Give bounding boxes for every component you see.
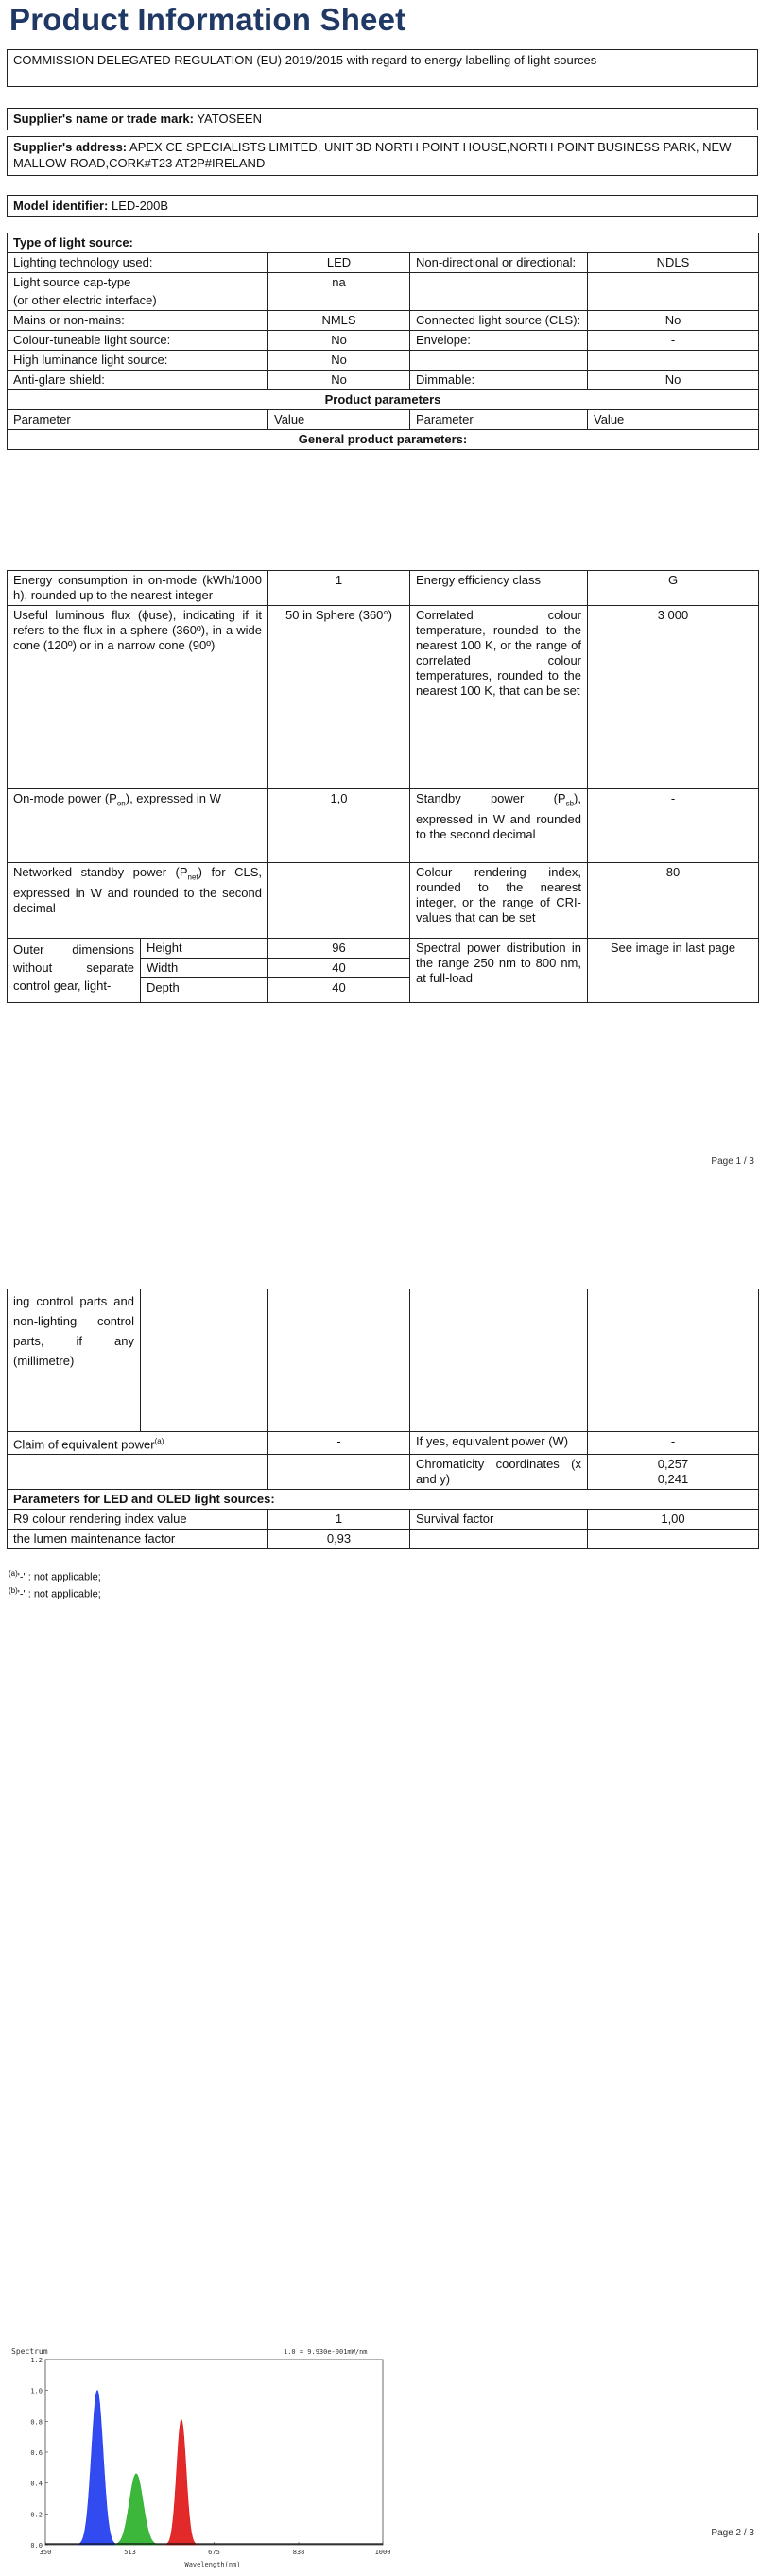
standby-power-label: Standby power $(P_{sb})$, expressed in W and rounded to the second decimal	[410, 789, 588, 863]
col-value-1: Value	[268, 410, 410, 430]
general-params-heading: General product parameters:	[8, 430, 759, 450]
cls-value: No	[588, 311, 759, 331]
empty-cell	[268, 1454, 410, 1489]
equivalent-power-claim-label: Claim of equivalent power$^{(a)}$	[8, 1431, 268, 1454]
empty-cell	[8, 1454, 268, 1489]
equivalent-power-claim-value: -	[268, 1431, 410, 1454]
directional-label: Non-directional or directional:	[410, 253, 588, 273]
cap-label-line-2: (or other electric interface)	[13, 293, 157, 307]
envelope-value: -	[588, 331, 759, 351]
cap-type-label	[8, 273, 268, 311]
y-tick-label: 0.8	[30, 2418, 43, 2427]
cct-value: 3 000	[588, 606, 759, 789]
tech-label: Lighting technology used:	[8, 253, 268, 273]
equivalent-power-value: -	[588, 1431, 759, 1454]
col-value-2: Value	[588, 410, 759, 430]
general-params-continued-table	[7, 1289, 759, 1549]
energy-class-label: Energy efficiency class	[410, 571, 588, 606]
survival-factor-label: Survival factor	[410, 1509, 588, 1529]
high-luminance-value: No	[268, 351, 410, 371]
page-2	[0, 1172, 756, 2549]
empty-cell	[141, 1289, 268, 1431]
light-type-heading: Type of light source:	[8, 233, 759, 253]
y-tick-label: 1.0	[30, 2387, 43, 2395]
chromaticity-value	[588, 1454, 759, 1489]
networked-standby-value: -	[268, 863, 410, 939]
x-tick-label: 513	[124, 2549, 136, 2556]
spectral-distribution-label: Spectral power distribution in the range 250 nm to 800 nm, at full-load	[410, 939, 588, 1003]
chromaticity-x: 0,257	[657, 1456, 689, 1471]
energy-consumption-value: 1	[268, 571, 410, 606]
empty-cell	[410, 1289, 588, 1431]
footnote-a: $^{(a)}$'-' : not applicable;	[9, 1569, 101, 1583]
height-label: Height	[141, 939, 268, 959]
directional-value: NDLS	[588, 253, 759, 273]
empty-cell	[588, 1289, 759, 1431]
cls-label: Connected light source (CLS):	[410, 311, 588, 331]
spectrum-chart-svg	[9, 2344, 391, 2571]
equivalent-power-label: If yes, equivalent power (W)	[410, 1431, 588, 1454]
lumen-maintenance-value: 0,93	[268, 1529, 410, 1548]
x-tick-label: 838	[292, 2549, 305, 2556]
anti-glare-label: Anti-glare shield:	[8, 371, 268, 390]
outer-dimensions-label: Outer dimensions without separate control gear, light-	[8, 939, 141, 1003]
empty-cell	[588, 1529, 759, 1548]
survival-factor-value: 1,00	[588, 1509, 759, 1529]
luminous-flux-value: 50 in Sphere (360°)	[268, 606, 410, 789]
cap-type-value: na	[268, 273, 410, 311]
envelope-label: Envelope:	[410, 331, 588, 351]
energy-consumption-label: Energy consumption in on-mode (kWh/1000 h), rounded up to the nearest integer	[8, 571, 268, 606]
col-parameter-1: Parameter	[8, 410, 268, 430]
y-tick-label: 0.6	[30, 2449, 43, 2457]
energy-class-value: G	[588, 571, 759, 606]
networked-standby-label: Networked standby power $(P_{net})$ for CLS, expressed in W and rounded to the second decimal	[8, 863, 268, 939]
col-parameter-2: Parameter	[410, 410, 588, 430]
anti-glare-value: No	[268, 371, 410, 390]
chart-legend: 1.0 = 9.930e-001mW/nm	[284, 2348, 368, 2356]
empty-cell	[410, 351, 588, 371]
high-luminance-label: High luminance light source:	[8, 351, 268, 371]
mains-label: Mains or non-mains:	[8, 311, 268, 331]
tuneable-label: Colour-tuneable light source:	[8, 331, 268, 351]
supplier-name-block	[7, 108, 758, 130]
y-tick-label: 0.0	[30, 2542, 43, 2550]
empty-cell	[268, 1289, 410, 1431]
spectral-distribution-value: See image in last page	[588, 939, 759, 1003]
x-tick-label: 675	[208, 2549, 220, 2556]
x-tick-label: 1000	[374, 2549, 391, 2556]
width-value: 40	[268, 959, 410, 978]
spectrum-chart	[9, 2344, 391, 2571]
standby-power-value: -	[588, 789, 759, 863]
cct-label: Correlated colour temperature, rounded to the nearest 100 K, or the range of correlated colour temperatures, rounded to the nearest 100 K, that can be set	[410, 606, 588, 789]
spectrum-peak-2	[166, 2420, 197, 2545]
empty-cell	[410, 1529, 588, 1548]
on-mode-power-value: 1,0	[268, 789, 410, 863]
regulation-text: COMMISSION DELEGATED REGULATION (EU) 2019/2015 with regard to energy labelling of light sources	[13, 53, 597, 67]
page-1	[0, 0, 756, 1172]
on-mode-power-label: On-mode power $(P_{on})$, expressed in W	[8, 789, 268, 863]
x-axis-label: Wavelength(nm)	[184, 2561, 241, 2568]
led-params-heading: Parameters for LED and OLED light sources:	[8, 1489, 759, 1509]
lumen-maintenance-label: the lumen maintenance factor	[8, 1529, 268, 1548]
y-tick-label: 0.2	[30, 2511, 43, 2519]
supplier-address-block	[7, 136, 758, 176]
chromaticity-label: Chromaticity coordinates (x and y)	[410, 1454, 588, 1489]
r9-label: R9 colour rendering index value	[8, 1509, 268, 1529]
regulation-block	[7, 49, 758, 87]
y-tick-label: 0.4	[30, 2480, 43, 2488]
page-number: Page 1 / 3	[711, 1156, 754, 1167]
supplier-name-label: Supplier's name or trade mark:	[13, 112, 194, 126]
model-identifier: LED-200B	[112, 199, 168, 213]
dimmable-value: No	[588, 371, 759, 390]
model-label: Model identifier:	[13, 199, 109, 213]
r9-value: 1	[268, 1509, 410, 1529]
cri-value: 80	[588, 863, 759, 939]
luminous-flux-label: Useful luminous flux (ϕuse), indicating if it refers to the flux in a sphere (360º), in a wide cone (120º) or in a narrow cone (90º)	[8, 606, 268, 789]
empty-cell	[410, 273, 588, 311]
general-params-table	[7, 570, 759, 1003]
cap-label-line-1: Light source cap-type	[13, 275, 131, 289]
height-value: 96	[268, 939, 410, 959]
chromaticity-y: 0,241	[657, 1471, 689, 1486]
empty-cell	[588, 273, 759, 311]
page-title: Product Information Sheet	[9, 2, 406, 37]
mains-value: NMLS	[268, 311, 410, 331]
model-block	[7, 195, 758, 217]
depth-value: 40	[268, 978, 410, 1003]
tuneable-value: No	[268, 331, 410, 351]
product-params-heading: Product parameters	[8, 390, 759, 410]
empty-cell	[588, 351, 759, 371]
x-tick-label: 350	[39, 2549, 52, 2556]
spectrum-peak-0	[79, 2391, 116, 2545]
footnote-b: $^{(b)}$'-' : not applicable;	[9, 1586, 101, 1600]
supplier-name: YATOSEEN	[197, 112, 262, 126]
depth-label: Depth	[141, 978, 268, 1003]
tech-value: LED	[268, 253, 410, 273]
outer-dimensions-label-continued: ing control parts and non-lighting control parts, if any (millimetre)	[8, 1289, 141, 1431]
page-number: Page 2 / 3	[711, 2528, 754, 2538]
y-axis-label: Spectrum	[11, 2347, 48, 2356]
light-source-type-table	[7, 233, 759, 450]
supplier-address-label: Supplier's address:	[13, 140, 128, 154]
supplier-address: APEX CE SPECIALISTS LIMITED, UNIT 3D NORTH POINT HOUSE,NORTH POINT BUSINESS PARK, NEW MALLOW ROAD,CORK#T23 AT2P#IRELAND	[13, 140, 732, 170]
y-tick-label: 1.2	[30, 2357, 43, 2364]
width-label: Width	[141, 959, 268, 978]
spectrum-peak-1	[114, 2474, 158, 2545]
dimmable-label: Dimmable:	[410, 371, 588, 390]
cri-label: Colour rendering index, rounded to the nearest integer, or the range of CRI-values that can be set	[410, 863, 588, 939]
